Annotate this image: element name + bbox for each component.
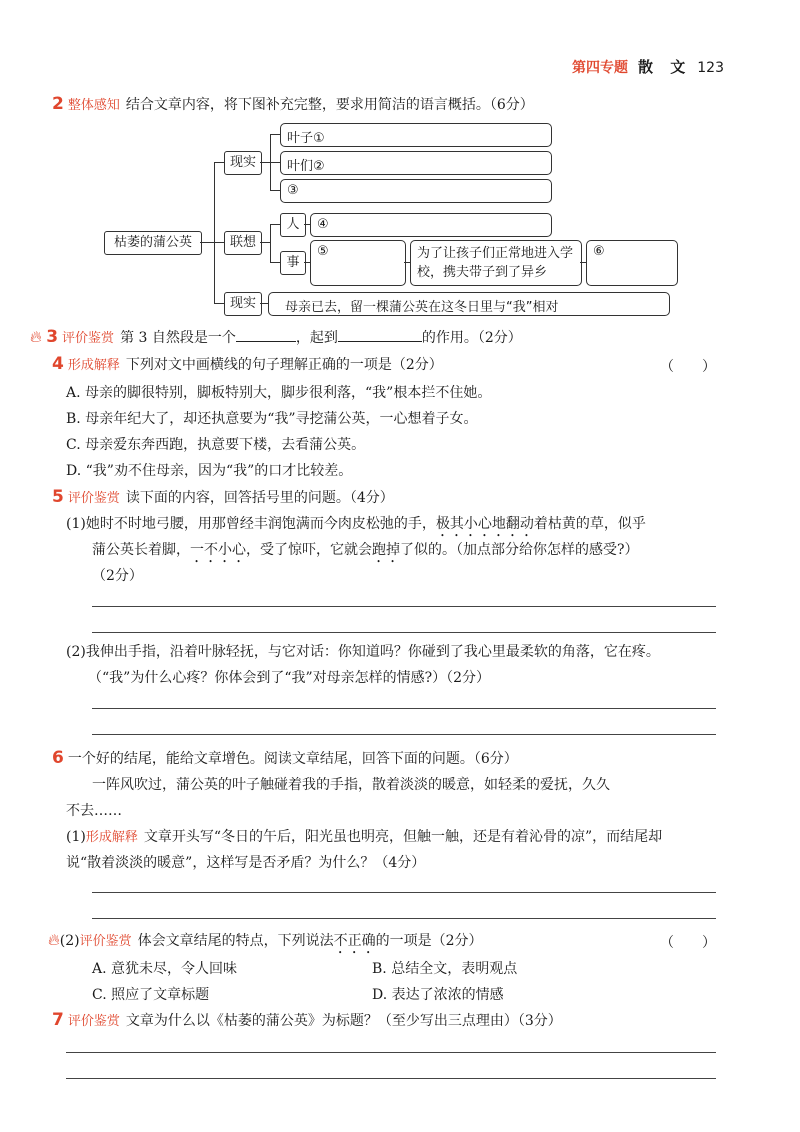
question-tag: 整体感知 (67, 98, 120, 113)
question-tag: 评价鉴赏 (67, 491, 120, 506)
sub-number: (2) (59, 933, 80, 949)
question-tag: 评价鉴赏 (79, 934, 132, 949)
question-3 (30, 327, 522, 349)
page-header (572, 56, 724, 77)
q3-text-mid: ，起到 (295, 330, 338, 346)
q6-option-a[interactable]: A. 意犹未尽，令人回味 (92, 961, 238, 977)
connector (214, 303, 224, 304)
leaf-4-label: ④ (317, 217, 329, 232)
q5-sub2-line2: （“我”为什么心疼？你体会到了“我”对母亲怎样的情感?）（2分） (88, 670, 491, 686)
leaf-4-box[interactable] (310, 213, 552, 237)
sub-number: (1) (66, 829, 86, 845)
q5-sub1-line1 (66, 514, 646, 540)
q5-sub2-line1: (2)我伸出手指，沿着叶脉轻抚，与它对话：你知道吗？你碰到了我心里最柔软的角落，它在疼。 (66, 644, 660, 660)
question-tag: 形成解释 (85, 830, 138, 845)
connector (270, 134, 280, 135)
q6-sub2-text: 的一项是（2分） (375, 933, 483, 949)
connector (200, 242, 214, 243)
question-tag: 形成解释 (67, 358, 120, 373)
q6-sub2-line (48, 930, 483, 957)
question-5-prompt (52, 487, 394, 509)
leaf-1-label: 叶子① (287, 131, 325, 146)
q5-sub1-text: 着枯黄的草，似乎 (533, 516, 646, 532)
q5-sub1-text: 蒲公英长着脚， (92, 542, 190, 558)
q4-option-d[interactable]: D. “我”劝不住母亲，因为“我”的口才比较差。 (66, 463, 353, 479)
leaf-1-box[interactable] (280, 123, 552, 147)
flame-icon: 🔥︎ (30, 327, 42, 346)
question-text: 读下面的内容，回答括号里的问题。（4分） (125, 490, 394, 506)
event-mid-text: 为了让孩子们正常地进入学校，携夫带子到了异乡 (417, 246, 574, 280)
connector (270, 262, 280, 263)
connector (260, 162, 270, 163)
q5-sub1-answer-line-2[interactable] (92, 632, 716, 633)
q3-blank-2[interactable] (338, 327, 422, 342)
q6-sub1-line2: 说“散着淡淡的暖意”，这样写是否矛盾？为什么？（4分） (66, 855, 426, 871)
connector (270, 224, 280, 225)
q3-blank-1[interactable] (236, 327, 296, 342)
question-text: 结合文章内容，将下图补充完整，要求用简洁的语言概括。（6分） (125, 97, 534, 113)
diagram-root: 枯萎的蒲公英 (104, 231, 202, 255)
section-label: 散 文 (638, 58, 692, 76)
q7-answer-line-1[interactable] (66, 1052, 716, 1053)
question-text: 文章为什么以《枯萎的蒲公英》为标题？（至少写出三点理由）（3分） (125, 1013, 562, 1029)
question-text: 一个好的结尾，能给文章增色。阅读文章结尾，回答下面的问题。（6分） (67, 751, 518, 767)
q6-answer-bracket[interactable]: （ ） (660, 935, 716, 951)
q4-option-b[interactable]: B. 母亲年纪大了，却还执意要为“我”寻挖蒲公英，一心想着子女。 (66, 411, 478, 427)
q6-sub1-text: 文章开头写“冬日的午后，阳光虽也明亮，但触一触，还是有着沁骨的凉”，而结尾却 (143, 829, 663, 845)
q5-sub1-dotted: 跑掉 (372, 542, 400, 558)
q3-text-post: 的作用。（2分） (421, 330, 522, 346)
question-4-prompt (52, 354, 443, 376)
connector (214, 162, 215, 304)
connector (260, 303, 268, 304)
connector (260, 242, 270, 243)
branch-reality-1: 现实 (224, 151, 262, 175)
q6-sub2-text: 体会文章结尾的特点，下列说法 (137, 933, 334, 949)
q6-option-c[interactable]: C. 照应了文章标题 (92, 987, 210, 1003)
question-number: 3 (46, 327, 59, 347)
flame-icon: 🔥︎ (48, 930, 60, 949)
question-number: 6 (52, 748, 64, 768)
person-label: 人 (280, 213, 306, 237)
question-tag: 评价鉴赏 (62, 331, 115, 346)
connector (270, 224, 271, 262)
question-number: 2 (52, 94, 64, 114)
question-tag: 评价鉴赏 (67, 1014, 120, 1029)
q6-sub1-answer-line-1[interactable] (92, 892, 716, 893)
q5-sub1-answer-line-1[interactable] (92, 606, 716, 607)
q6-quote-line2: 不去…… (66, 803, 122, 819)
q5-sub2-answer-line-1[interactable] (92, 708, 716, 709)
reality-2-text: 母亲已去，留一棵蒲公英在这冬日里与“我”相对 (285, 300, 559, 315)
leaf-5-label: ⑤ (317, 244, 329, 259)
q6-option-b[interactable]: B. 总结全文，表明观点 (372, 961, 518, 977)
question-6-prompt (52, 748, 518, 769)
branch-imagine: 联想 (224, 231, 262, 255)
topic-label: 第四专题 (572, 60, 629, 76)
q4-answer-bracket[interactable]: （ ） (660, 359, 716, 375)
q6-sub2-dotted: 不正确 (333, 933, 376, 949)
leaf-6-label: ⑥ (593, 244, 605, 259)
question-text: 下列对文中画横线的句子理解正确的一项是（2分） (125, 357, 443, 373)
q5-sub1-dotted: 极其小心地翻动 (435, 516, 534, 532)
q7-answer-line-2[interactable] (66, 1078, 716, 1079)
leaf-2-box[interactable] (280, 151, 552, 175)
leaf-3-box[interactable] (280, 179, 552, 203)
leaf-5-box[interactable] (310, 240, 406, 286)
q6-sub1-line1 (66, 827, 662, 848)
page-number: 123 (697, 60, 724, 76)
question-number: 7 (52, 1010, 64, 1030)
connector (214, 162, 224, 163)
q4-option-a[interactable]: A. 母亲的脚很特别，脚板特别大，脚步很利落，“我”根本拦不住她。 (66, 385, 492, 401)
reality-2-box (268, 292, 670, 316)
q5-sub1-line2 (92, 540, 639, 566)
event-label: 事 (280, 251, 306, 275)
q3-text-pre: 第 3 自然段是一个 (120, 330, 236, 346)
question-number: 4 (52, 354, 64, 374)
q5-sub2-answer-line-2[interactable] (92, 734, 716, 735)
leaf-2-label: 叶们② (287, 159, 325, 174)
leaf-6-box[interactable] (586, 240, 678, 286)
q4-option-c[interactable]: C. 母亲爱东奔西跑，执意要下楼，去看蒲公英。 (66, 437, 366, 453)
q5-sub1-text: 了似的。（加点部分给你怎样的感受?） (400, 542, 639, 558)
q5-sub1-text: ，受了惊吓，它就会 (246, 542, 372, 558)
q5-sub1-text: (1)她时不时地弓腰，用那曾经丰润饱满而今肉皮松弛的手， (66, 516, 436, 532)
leaf-3-label: ③ (287, 183, 299, 198)
connector (214, 242, 224, 243)
connector (270, 190, 280, 191)
event-mid-box (410, 240, 582, 286)
question-2-prompt (52, 94, 534, 116)
q5-sub1-dotted: 一不小心 (190, 542, 246, 558)
question-number: 5 (52, 487, 64, 507)
connector (270, 162, 280, 163)
q6-sub1-answer-line-2[interactable] (92, 918, 716, 919)
q6-quote-line1: 一阵风吹过，蒲公英的叶子触碰着我的手指，散着淡淡的暖意，如轻柔的爱抚，久久 (92, 777, 610, 793)
q6-option-d[interactable]: D. 表达了浓浓的情感 (372, 987, 504, 1003)
q5-sub1-score: （2分） (92, 568, 143, 584)
branch-reality-2: 现实 (224, 292, 262, 316)
question-7-prompt (52, 1010, 562, 1032)
